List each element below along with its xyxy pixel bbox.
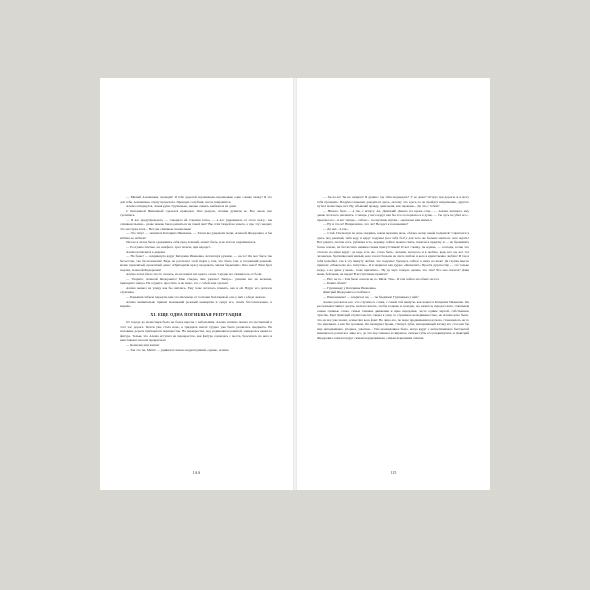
paragraph: Алеша попятился к дверям. [126,249,166,254]
page-number-left: 1АА [192,470,201,475]
paragraph: Алеша рассказал все, что случилось с ним, с самой той минуты, как вошел к Катерине Ивановне. Он рассказывал минут десять, нельзя сказать, чтобы толково и складно, но, кажется, передал ясно, схватывая самые главные слова, самые главные движения и ярко передавая, часто одним чертой, собственное чувство. Брат Дмитрий слушал молча, глядел в упор со страшною неподвижностью, но Алеше ясно было, что он все уже понял, осмыслил весь факт. Но лицо его, по мере продвижения рассказа, становилось не то что мрачным, а как бы грозным. Он нахмурил брови, стиснул зубы, неподвижный взгляд его стал как бы еще неподвижнее, упорнее, ужаснее... Тем неожиданнее было, когда вдруг с непостижимою быстротой изменилось разом все лицо его, до тех пор гневное и свирепое, сжатые губы его раздвинулись, и Дмитрий Федорович залился вдруг самым неудержимым, самым искренним смехом. [317,299,469,340]
paragraph: Алеша машинально принял маленький розовый конвертик и сунул его, почти бессознательно, в карман. [120,299,272,309]
paragraph: — Невозможно! — вскричал он, — ты бредишь! Грушенька у ней? [323,295,419,300]
left-paragraphs-before-chapter [120,195,272,309]
paragraph: — Так это ты, Митя! — удивился сильно вздрогнувший, однако, Алеша. [126,347,230,352]
paragraph: — Каких обеих? [323,281,347,286]
page-number-right: 115 [390,470,397,475]
paragraph: Алеша отвернулся, ломая руки. Грушенька, звонко смеясь, выбежала из дома. [126,204,237,209]
left-page [100,78,293,490]
chapter-title: XI. ЕЩЕ ОДНА ПОГИБШАЯ РЕПУТАЦИЯ [150,311,242,317]
paragraph: Дмитрий Федорович остолбенел. [323,290,371,295]
paragraph: — Ха-ха-ха! Ты не ожидал? Я думаю: где тебя подождать? У ее дома? Оттуда три дороги, и я могу тебя прозевать. Надумал наконец дождаться здесь, потому что здесь-то он пройдет непременно, другого пути в монастырь нет. Ну, объявляй правду, дави меня, как таракана... Да что с тобой? [317,195,469,209]
paragraph: — Ее нужно плетью, на эшафоте, чрез палача, при народе!.. [126,245,212,250]
paragraph: — Стой. Посмотри на ночь: видишь, какая мрачная ночь, облака, ветер какой поднялся! Спрятался я здесь под ракитой, тебя жду, и вдруг подумал (вот тебе бог!): для чего же больше маяться, чего ждать? Вот ракита, платок есть, рубашка есть, веревку сейчас можно свить, помочи в придачу и — не бременить более землю, не бесчестить низким своим присутствием! И вот слышу, ты идешь, — господи, точно что слетело на меня вдруг: да ведь есть же, стало быть, человек, которого и я люблю, ведь вот он, вот тот человечек, братишка мой милый, кого я всех больше на свете люблю и кого я единственно люблю! И так я тебя полюбил, так в эту минуту любил, что подумал: брошусь сейчас к нему на шею! Да глупая мысль пришла: «Повеселю его, испугаю». Я и закричал как дурак: «Кошелек!» Прости дурачеству — это только вздор, а на душе у меня... тоже прилично... Ну да черт, говори, однако, что там? Что она сказала? Дави меня, бей меня, не щади! В исступление пришла? [317,231,469,277]
paragraph: — Это тигр! — завопила Катерина Ивановна. — Зачем вы удержали меня, Алексей Федорович, я бы избила ее, избила! [120,231,272,240]
paragraph: Она не в силах была сдерживать себя пред Алешей, может быть, и не хотела сдерживаться. [126,240,257,245]
paragraph: С Катериной Ивановной сделался припадок. Она рыдала, спазмы душили ее. Все около нее суетились. [120,208,272,218]
left-page-text [120,195,272,352]
paragraph: — Ну и что ж? Неприлично, что ли? Не идет к положению? [323,222,409,227]
paragraph: — Уходите, Алексей Федорович! Мне стыдно, мне ужасно! Завтра... умоляю вас на коленях, приходите завтра. Не осудите, простите, я не знаю, что с собой еще сделаю! [120,276,272,286]
left-paragraphs-after-chapter [120,320,272,352]
paragraph: Алеша хотел было что-то сказать, но не нашел ни одного слова. Сердце его сжималось от боли. [126,272,263,277]
paragraph: — Барышня забыла передать вам это письмецо от госпожи Хохлаковой, оно у них с обеда лежало. [126,295,267,300]
paragraph: — Ничего, брат, — я так, с испугу. Ах, Дмитрий! Давеча эта кровь отца... — Алеша заплакал, ему давно хотелось заплакать, а теперь у него вдруг как бы что-то порвалось в душе. — Ты чуть не убил его... проклял его... и вот теперь... сейчас... ты шутишь шутки... «кошелек или жизнь!» [317,208,469,222]
paragraph: Алеша вышел на улицу как бы шатаясь. Ему тоже хотелось плакать, как и ей. Вдруг его догнала служанка. [120,285,272,295]
right-page [297,78,490,490]
paragraph: — Да нет... я так... [323,226,350,231]
paragraph: — Кошелек или жизнь! [126,342,160,347]
paragraph: — Грушеньку у Катерины Ивановны. [323,285,377,290]
paragraph: — Милый Алешенька, проводи! Я тебе дорогой хорошенько-хорошенько одно словко скажу! Я это для тебя, Алешенька, сцену проделала. Проводи, голубчик, после понравится. [120,195,272,204]
right-paragraphs [317,195,469,341]
right-page-text [317,195,469,341]
paragraph: От города до монастыря было не более версты с небольшим. Алеша спешно пошел по пустынной в этот час дороге. Почти уже стала ночь, в тридцати шагах трудно уже было различать предметы. На половине дороги приходился перекресток. На перекрестке, под уединенною ракитой, завиделась какая-то фигура. Только что Алеша вступил на перекресток, как фигура сорвалась с места, бросилась на него и неистовым голосом прокричала: [120,320,272,343]
paragraph: — Нет, не то... Там было совсем не то, Митя. Там... Я там сейчас их обеих застал. [323,276,440,281]
paragraph: — Я вас предупреждала, — говорила ей старшая тетка, — я вас удерживала от этого шагу... вы слишком пылки... разве можно было решиться на такой шаг! Вы этих тварей не знаете, а про эту говорят, что она хуже всех... Нет, вы слишком своевольны! [120,217,272,231]
paragraph: — Но боже! — вскрикнула вдруг Катерина Ивановна, всплеснув руками, — он-то! Он мог быть так бесчестен, так бесчеловечен! Ведь он рассказал этой твари о том, что было там, в тогдашний роковой, вечно проклятый, проклятый день! «Приходили красу продавать, милая барышня!» Она знает! Ваш брат подлец, Алексей Федорович! [120,254,272,272]
